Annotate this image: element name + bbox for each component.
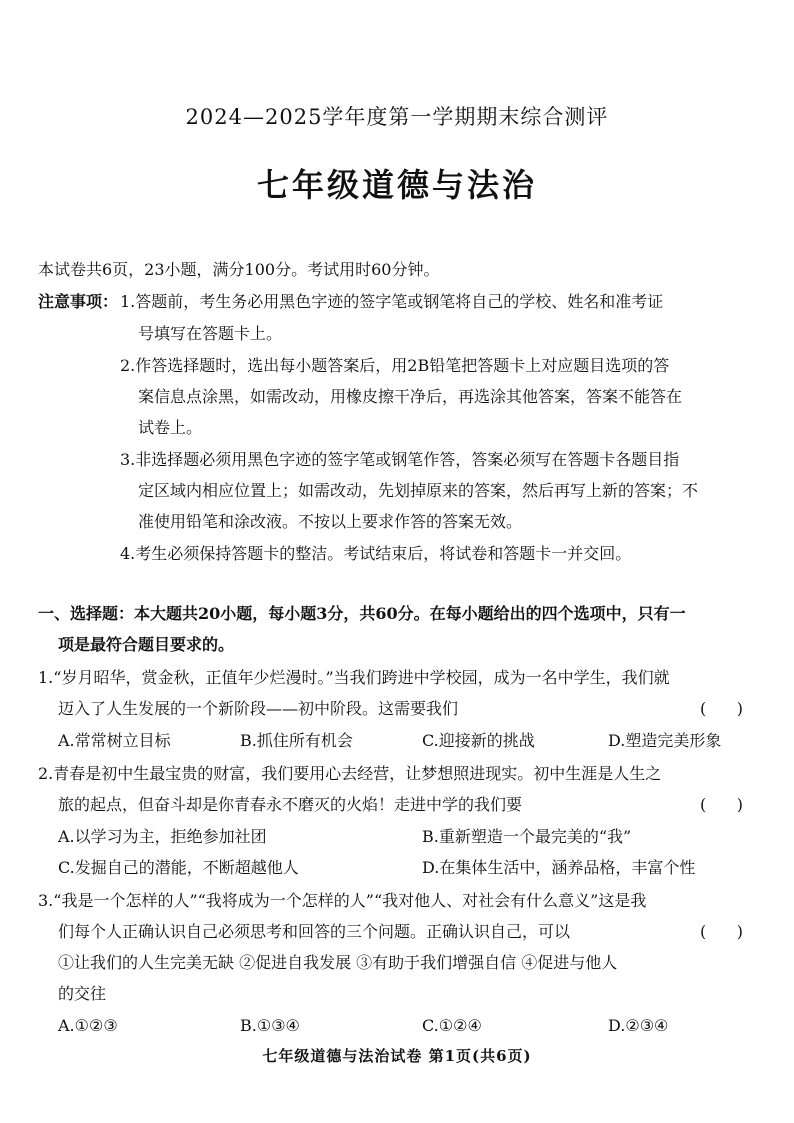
- question-1-answer-blank: ( ): [700, 699, 743, 718]
- question-1-option-c: C.迎接新的挑战: [422, 731, 535, 750]
- question-2-stem: 2.青春是初中生最宝贵的财富，我们要用心去经营，让梦想照进现实。初中生涯是人生之: [38, 764, 662, 783]
- question-2-option-a: A.以学习为主，拒绝参加社团: [58, 827, 267, 846]
- question-3-option-a: A.①②③: [58, 1016, 118, 1035]
- notice-item-3-cont: 定区域内相应位置上；如需改动，先划掉原来的答案，然后再写上新的答案；不: [138, 481, 699, 500]
- notice-item-2: 2.作答选择题时，选出每小题答案后，用2B铅笔把答题卡上对应题目选项的答: [120, 356, 670, 375]
- section-heading: 一、选择题：本大题共20小题，每小题3分，共60分。在每小题给出的四个选项中，只有一: [38, 604, 686, 623]
- question-3-option-c: C.①②④: [422, 1016, 482, 1035]
- question-3-option-d: D.②③④: [608, 1016, 669, 1035]
- question-3-statements: ①让我们的人生完美无缺 ②促进自我发展 ③有助于我们增强自信 ④促进与他人: [58, 953, 618, 972]
- question-2-option-b: B.重新塑造一个最完美的“我”: [422, 827, 632, 846]
- question-3-stem: 3.“我是一个怎样的人”“我将成为一个怎样的人”“我对他人、对社会有什么意义”这是我: [38, 891, 647, 910]
- notice-item-1: 1.答题前，考生务必用黑色字迹的签字笔或钢笔将自己的学校、姓名和准考证: [120, 292, 664, 311]
- notice-item-2-cont: 案信息点涂黑，如需改动，用橡皮擦干净后，再选涂其他答案，答案不能答在: [138, 387, 683, 406]
- notice-item-3: 3.非选择题必须用黑色字迹的签字笔或钢笔作答，答案必须写在答题卡各题目指: [120, 450, 680, 469]
- question-3-stem-cont: 们每个人正确认识自己必须思考和回答的三个问题。正确认识自己，可以: [58, 922, 571, 941]
- notice-item-1-cont: 号填写在答题卡上。: [138, 324, 283, 343]
- notice-label: 注意事项：: [38, 292, 119, 311]
- subject-title: 七年级道德与法治: [256, 166, 537, 204]
- intro-text: 本试卷共6页，23小题，满分100分。考试用时60分钟。: [38, 260, 440, 279]
- question-2-answer-blank: ( ): [700, 795, 743, 814]
- question-1-stem-cont: 迈入了人生发展的一个新阶段——初中阶段。这需要我们: [58, 699, 459, 718]
- notice-item-4: 4.考生必须保持答题卡的整洁。考试结束后，将试卷和答题卡一并交回。: [120, 544, 632, 563]
- question-2-option-d: D.在集体生活中，涵养品格，丰富个性: [422, 858, 696, 877]
- page-footer: 七年级道德与法治试卷 第1页(共6页): [262, 1047, 532, 1065]
- question-1-option-d: D.塑造完美形象: [608, 731, 722, 750]
- question-1-option-b: B.抓住所有机会: [240, 731, 353, 750]
- question-1-stem: 1.“岁月昭华，赏金秋，正值年少烂漫时。”当我们跨进中学校园，成为一名中学生，我们就: [38, 668, 670, 687]
- notice-item-2-cont: 试卷上。: [138, 418, 203, 437]
- notice-item-3-cont: 准使用铅笔和涂改液。不按以上要求作答的答案无效。: [138, 512, 523, 531]
- question-2-stem-cont: 旅的起点，但奋斗却是你青春永不磨灭的火焰！走进中学的我们要: [58, 795, 523, 814]
- question-3-option-b: B.①③④: [240, 1016, 300, 1035]
- question-3-answer-blank: ( ): [700, 922, 743, 941]
- section-heading-cont: 项是最符合题目要求的。: [58, 635, 235, 654]
- question-2-option-c: C.发掘自己的潜能，不断超越他人: [58, 858, 299, 877]
- question-1-option-a: A.常常树立目标: [58, 731, 171, 750]
- question-3-statements-cont: 的交往: [58, 984, 107, 1003]
- exam-name: 2024—2025学年度第一学期期末综合测评: [185, 105, 609, 129]
